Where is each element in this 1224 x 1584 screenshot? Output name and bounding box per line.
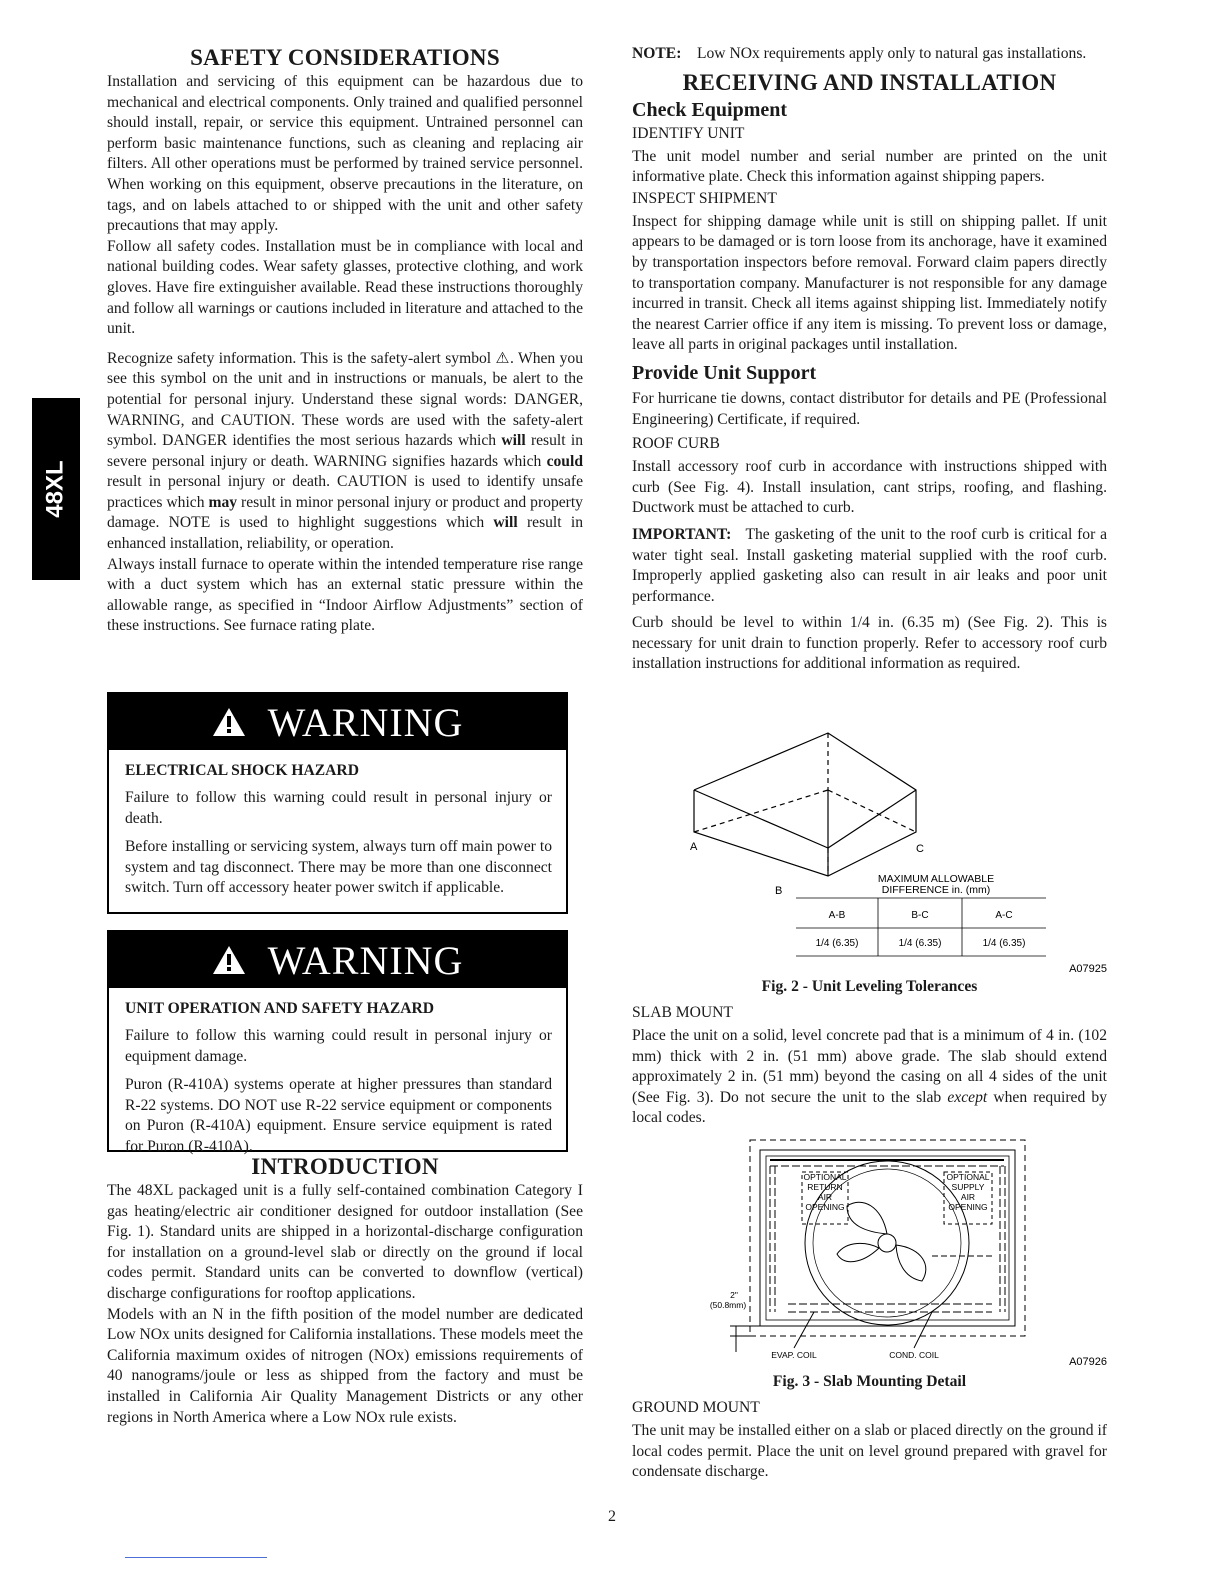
- warning-text-2: Before installing or servicing system, always turn off main power to system and tag disconnect. There may be more than one disconnect switch. Turn off accessory heater power switch if applicable.: [125, 838, 552, 897]
- slab-mount-section: [632, 1002, 1107, 1129]
- figure-2-leveling-diagram: [632, 728, 1107, 978]
- warning-text-1: Failure to follow this warning could result in personal injury or equipment damage.: [125, 1027, 552, 1065]
- fig2-table-title-2: DIFFERENCE in. (mm): [881, 884, 991, 896]
- page-number: 2: [608, 1508, 616, 1525]
- introduction-paragraph-1: The 48XL packaged unit is a fully self-contained combination Category I gas heating/electric air conditioner designed for outdoor installation (See Fig. 1). Standard units are shipped in a horizontal-discharge configuration for installation on a ground-level slab or directly on the ground if local codes permit. Standard units can be converted to downflow (vertical) discharge configurations for rooftop applications.: [107, 1182, 583, 1302]
- left-column: [107, 44, 583, 637]
- note-paragraph: NOTE: Low NOx requirements apply only to natural gas installations.: [632, 45, 1087, 62]
- fig3-supply-label-4: OPENING: [948, 1202, 988, 1212]
- warning-box-electrical: [107, 692, 568, 914]
- warning-hazard-title: UNIT OPERATION AND SAFETY HAZARD: [125, 1000, 435, 1017]
- introduction-heading: INTRODUCTION: [251, 1154, 439, 1179]
- ground-mount-subheading: GROUND MOUNT: [632, 1399, 760, 1416]
- important-label: IMPORTANT:: [632, 525, 732, 543]
- safety-heading: SAFETY CONSIDERATIONS: [190, 45, 500, 70]
- receiving-heading: RECEIVING AND INSTALLATION: [682, 69, 1057, 95]
- warning-triangle-icon: [212, 707, 246, 737]
- fig2-label-c: C: [916, 843, 924, 855]
- provide-support-heading: Provide Unit Support: [632, 361, 817, 384]
- warning-triangle-icon: [212, 945, 246, 975]
- introduction-paragraph-2: Models with an N in the fifth position of the model number are dedicated Low NOx units designed for California installations. These models meet the California maximum oxides of nitrogen (NOx) emissions requirements of 40 nanograms/joule or less as shipped from the factory and must be installed in California Air Quality Management Districts or any other regions in North America where a Low NOx rule exists.: [107, 1305, 583, 1426]
- curb-level-text: Curb should be level to within 1/4 in. (6.35 m) (See Fig. 2). This is necessary for unit drain to function properly. Refer to accessory roof curb installation instructions for additional information as required.: [632, 614, 1107, 673]
- fig3-caption: Fig. 3 - Slab Mounting Detail: [772, 1373, 967, 1390]
- fig2-label-a: A: [690, 841, 698, 853]
- fig3-return-label-4: OPENING: [805, 1202, 845, 1212]
- fig3-cond-coil-label: COND. COIL: [889, 1350, 939, 1360]
- fig3-code: A07926: [1069, 1356, 1107, 1368]
- introduction-section: [107, 1153, 583, 1428]
- important-paragraph: IMPORTANT: The gasketing of the unit to the roof curb is critical for a water tight seal. Install gasketing material supplied with the roof curb. Improperly applied gasketing also can result in air leaks and poor unit performance.: [632, 525, 1107, 605]
- safety-paragraph-2: Follow all safety codes. Installation must be in compliance with local and national building codes. Wear safety glasses, protective clothing, and work gloves. Have fire extinguisher available. Read these instructions thoroughly and follow all warnings or cautions included in literature and attached to the unit.: [107, 237, 583, 338]
- roof-curb-text: Install accessory roof curb in accordance with instructions shipped with curb (See Fig. 4). Install insulation, cant strips, roofing, and flashing. Ductwork must be attached to curb.: [632, 458, 1107, 517]
- safety-paragraph-3: Recognize safety information. This is the safety-alert symbol ⚠. When you see this symbol on the unit and in instructions or manuals, be alert to the potential for personal injury. Understand these signal words: DANGER, WARNING, and CAUTION. These words are used with the safety-alert symbol. DANGER identifies the most serious hazards which will result in severe personal injury or death. WARNING signifies hazards which could result in personal injury or death. CAUTION is used to identify unsafe practices which may result in minor personal injury or product and property damage. NOTE is used to highlight suggestions which will result in enhanced installation, reliability, or operation.: [107, 349, 583, 553]
- ground-mount-section: [632, 1397, 1107, 1483]
- right-column: [632, 44, 1107, 675]
- warning-text-2: Puron (R-410A) systems operate at higher pressures than standard R-22 systems. DO NOT use R-22 service equipment or components on Puron (R-410A) equipment. Ensure service equipment is rated for Puron (R-410A).: [125, 1076, 552, 1155]
- model-side-tab: [32, 398, 80, 580]
- note-label: NOTE:: [632, 45, 682, 62]
- figure-3-slab-mounting-diagram: [632, 1136, 1107, 1372]
- fig2-header-ab: A-B: [828, 910, 846, 921]
- warning-banner: [109, 694, 566, 750]
- safety-paragraph-4: Always install furnace to operate within the intended temperature rise range with a duct system which has an external static pressure within the allowable range, as specified in “Indoor Airflow Adjustments” section of these instructions. See furnace rating plate.: [107, 555, 583, 635]
- warning-hazard-title: ELECTRICAL SHOCK HAZARD: [125, 762, 359, 779]
- ground-mount-text: The unit may be installed either on a slab or placed directly on the ground if local codes permit. Place the unit on level ground prepared with gravel for condensate discharge.: [632, 1422, 1107, 1481]
- fig3-supply-label-1: OPTIONAL: [946, 1172, 990, 1182]
- safety-alert-icon: ⚠: [495, 349, 510, 367]
- check-equipment-heading: Check Equipment: [632, 98, 788, 121]
- warning-title: WARNING: [267, 937, 464, 983]
- fig2-value-ac: 1/4 (6.35): [982, 938, 1026, 949]
- identify-unit-subheading: IDENTIFY UNIT: [632, 124, 745, 142]
- inspect-shipment-subheading: INSPECT SHIPMENT: [632, 189, 777, 207]
- warning-banner: [109, 932, 566, 988]
- fig3-return-label-3: AIR: [817, 1192, 833, 1202]
- slab-mount-subheading: SLAB MOUNT: [632, 1004, 733, 1021]
- fig3-dimension-label-2: (50.8mm): [709, 1300, 747, 1310]
- fig3-return-label-2: RETURN: [807, 1182, 843, 1192]
- warning-box-operation: [107, 930, 568, 1155]
- footer-rule: [125, 1557, 267, 1558]
- fig2-value-bc: 1/4 (6.35): [898, 938, 942, 949]
- slab-mount-text: Place the unit on a solid, level concrete pad that is a minimum of 4 in. (102 mm) thick with 2 in. (51 mm) above grade. The slab should extend approximately 2 in. (51 mm) beyond the casing on all 4 sides of the unit (See Fig. 3). Do not secure the unit to the slab except when required by local codes.: [632, 1027, 1107, 1127]
- safety-paragraph-1: Installation and servicing of this equipment can be hazardous due to mechanical and electrical components. Only trained and qualified personnel should install, repair, or service this equipment. Untrained personnel can perform basic maintenance functions, such as cleaning and replacing air filters. All other operations must be performed by trained service personnel. When working on this equipment, observe precautions in the literature, on tags, and on labels attached to or shipped with the unit and other safety precautions that may apply.: [107, 73, 583, 235]
- fig2-header-ac: A-C: [995, 910, 1013, 921]
- fig3-dimension-label-1: 2": [730, 1290, 738, 1300]
- identify-unit-text: The unit model number and serial number are printed on the unit informative plate. Check this information against shipping papers.: [632, 147, 1107, 186]
- fig2-code: A07925: [1069, 963, 1107, 975]
- fig2-header-bc: B-C: [911, 910, 929, 921]
- warning-text-1: Failure to follow this warning could result in personal injury or death.: [125, 789, 552, 827]
- fig3-supply-label-2: SUPPLY: [951, 1182, 985, 1192]
- provide-support-text: For hurricane tie downs, contact distributor for details and PE (Professional Engineering) Certificate, if required.: [632, 389, 1107, 428]
- warning-title: WARNING: [267, 699, 464, 745]
- inspect-shipment-text: Inspect for shipping damage while unit is still on shipping pallet. If unit appears to be damaged or is torn loose from its anchorage, have it examined by transportation inspectors before removal. Forward claim papers directly to transportation company. Manufacturer is not responsible for any damage incurred in transit. Check all items against shipping list. Immediately notify the nearest Carrier office if any item is missing. To prevent loss or damage, leave all parts in original packages until installation.: [632, 212, 1107, 354]
- fig3-evap-coil-label: EVAP. COIL: [771, 1350, 817, 1360]
- fig3-supply-label-3: AIR: [960, 1192, 976, 1202]
- fig2-value-ab: 1/4 (6.35): [815, 938, 859, 949]
- model-side-tab-label: 48XL: [42, 460, 69, 518]
- fig2-caption: Fig. 2 - Unit Leveling Tolerances: [761, 978, 978, 995]
- roof-curb-subheading: ROOF CURB: [632, 435, 720, 453]
- fig2-table-title-1: MAXIMUM ALLOWABLE: [877, 873, 995, 885]
- fig3-return-label-1: OPTIONAL: [803, 1172, 847, 1182]
- fig2-label-b: B: [775, 885, 783, 897]
